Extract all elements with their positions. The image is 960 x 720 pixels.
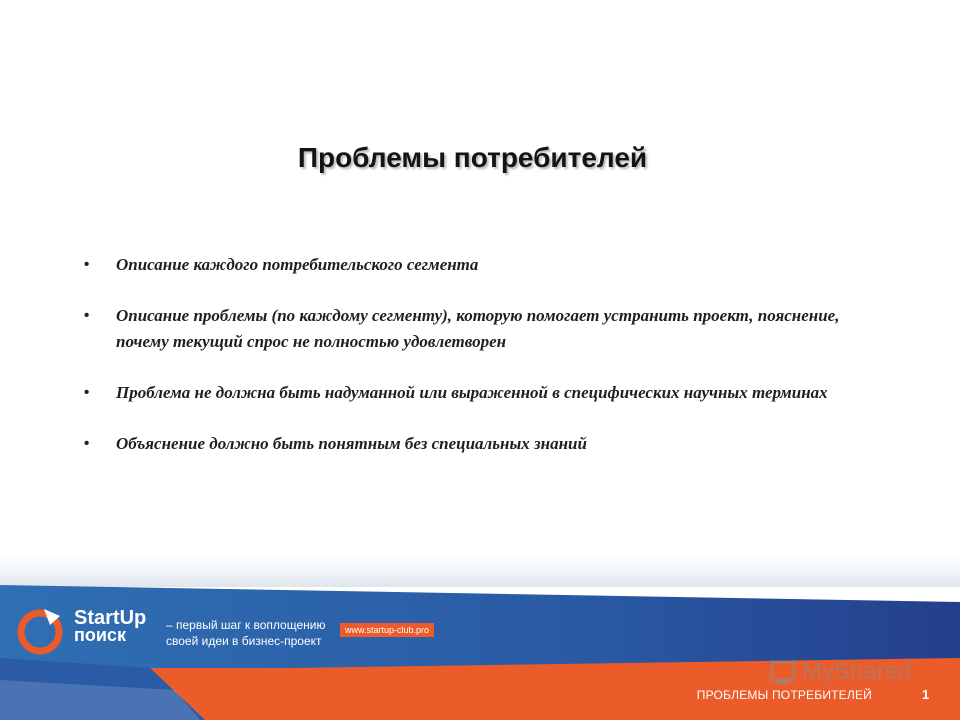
tagline-line: – первый шаг к воплощению — [166, 618, 326, 632]
brand-top: StartUp — [74, 607, 147, 629]
footer-fade — [0, 555, 960, 587]
startup-logo-icon — [14, 606, 66, 658]
watermark-text: MyShared — [802, 658, 912, 685]
bullet-marker: • — [84, 256, 90, 273]
bullet-text: Описание проблемы (по каждому сегменту), которую помогает устранить проект, пояснение, почему текущий спрос не полностью удовлетворен — [116, 306, 840, 351]
watermark-icon — [768, 656, 800, 688]
tagline — [166, 617, 325, 649]
website-link[interactable]: www.startup-club.pro — [340, 623, 434, 637]
brand-wordmark — [74, 607, 147, 645]
watermark — [768, 656, 911, 688]
bullet-text: Проблема не должна быть надуманной или выраженной в специфических научных терминах — [116, 383, 828, 402]
bullet-text: Описание каждого потребительского сегмента — [116, 255, 479, 274]
footer-section-label: ПРОБЛЕМЫ ПОТРЕБИТЕЛЕЙ — [696, 688, 872, 702]
brand-bottom: поиск — [74, 625, 126, 645]
page-number: 1 — [922, 687, 930, 702]
bullet-text: Объяснение должно быть понятным без специальных знаний — [116, 434, 587, 453]
slide-title: Проблемы потребителей — [297, 142, 648, 173]
bullet-marker: • — [84, 435, 90, 452]
bullet-marker: • — [84, 384, 90, 401]
tagline-line: своей идеи в бизнес-проект — [166, 634, 322, 648]
bullet-marker: • — [84, 307, 90, 324]
